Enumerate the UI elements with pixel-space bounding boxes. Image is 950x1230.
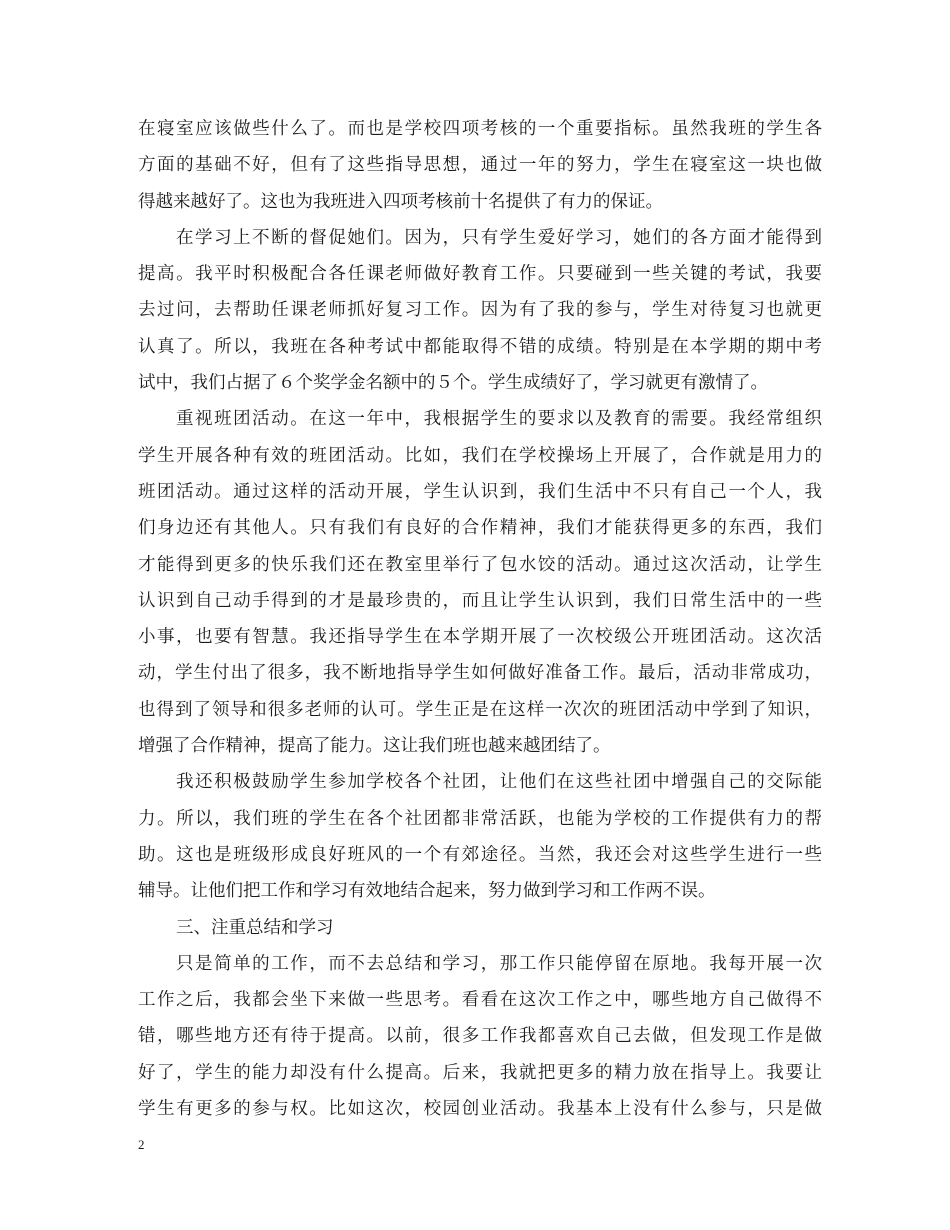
text-line: 也得到了领导和很多老师的认可。学生正是在这样一次次的班团活动中学到了知识， (138, 699, 822, 720)
text-line: 辅导。让他们把工作和学习有效地结合起来，努力做到学习和工作两不误。 (138, 881, 716, 902)
paragraph (138, 111, 822, 220)
paragraph (138, 401, 822, 764)
text-line: 认真了。所以，我班在各种考试中都能取得不错的成绩。特别是在本学期的期中考 (138, 336, 822, 357)
text-line: 工作之后，我都会坐下来做一些思考。看看在这次工作之中，哪些地方自己做得不 (138, 990, 822, 1011)
body-text (138, 111, 822, 1127)
text-line: 增强了合作精神，提高了能力。这让我们班也越来越团结了。 (138, 736, 611, 757)
text-line: 才能得到更多的快乐我们还在教室里举行了包水饺的活动。通过这次活动，让学生 (138, 554, 822, 575)
paragraph (138, 764, 822, 909)
text-line: 重视班团活动。在这一年中，我根据学生的要求以及教育的需要。我经常组织 (176, 409, 822, 430)
text-line: 助。这也是班级形成良好班风的一个有郊途径。当然，我还会对这些学生进行一些 (138, 844, 822, 865)
paragraph (138, 910, 822, 946)
text-line: 方面的基础不好，但有了这些指导思想，通过一年的努力，学生在寝室这一块也做 (138, 155, 822, 176)
text-line: 们身边还有其他人。只有我们有良好的合作精神，我们才能获得更多的东西，我们 (138, 518, 822, 539)
text-line: 三、注重总结和学习 (176, 917, 334, 938)
text-line: 在寝室应该做些什么了。而也是学校四项考核的一个重要指标。虽然我班的学生各 (138, 119, 822, 139)
paragraph (138, 220, 822, 401)
text-line: 动，学生付出了很多，我不断地指导学生如何做好准备工作。最后，活动非常成功， (138, 663, 822, 684)
text-line: 认识到自己动手得到的才是最珍贵的，而且让学生认识到，我们日常生活中的一些 (138, 590, 822, 611)
page-number: 2 (138, 1137, 145, 1152)
text-line: 学生有更多的参与权。比如这次，校园创业活动。我基本上没有什么参与，只是做 (138, 1099, 822, 1120)
text-line: 在学习上不断的督促她们。因为，只有学生爱好学习，她们的各方面才能得到 (176, 227, 822, 248)
text-line: 力。所以，我们班的学生在各个社团都非常活跃，也能为学校的工作提供有力的帮 (138, 808, 822, 829)
text-line: 我还积极鼓励学生参加学校各个社团，让他们在这些社团中增强自己的交际能 (176, 772, 822, 793)
text-line: 试中，我们占据了６个奖学金名额中的５个。学生成绩好了，学习就更有激情了。 (138, 373, 768, 394)
text-line: 小事，也要有智慧。我还指导学生在本学期开展了一次校级公开班团活动。这次活 (138, 627, 822, 648)
text-line: 班团活动。通过这样的活动开展，学生认识到，我们生活中不只有自己一个人，我 (138, 481, 822, 502)
text-line: 学生开展各种有效的班团活动。比如，我们在学校操场上开展了，合作就是用力的 (138, 445, 822, 466)
text-line: 错，哪些地方还有待于提高。以前，很多工作我都喜欢自己去做，但发现工作是做 (138, 1026, 822, 1047)
text-line: 去过问，去帮助任课老师抓好复习工作。因为有了我的参与，学生对待复习也就更 (138, 300, 822, 321)
text-line: 只是简单的工作，而不去总结和学习，那工作只能停留在原地。我每开展一次 (176, 953, 822, 974)
text-line: 提高。我平时积极配合各任课老师做好教育工作。只要碰到一些关键的考试，我要 (138, 264, 822, 285)
text-line: 好了，学生的能力却没有什么提高。后来，我就把更多的精力放在指导上。我要让 (138, 1062, 822, 1083)
paragraph (138, 946, 822, 1127)
text-line: 得越来越好了。这也为我班进入四项考核前十名提供了有力的保证。 (138, 191, 663, 212)
